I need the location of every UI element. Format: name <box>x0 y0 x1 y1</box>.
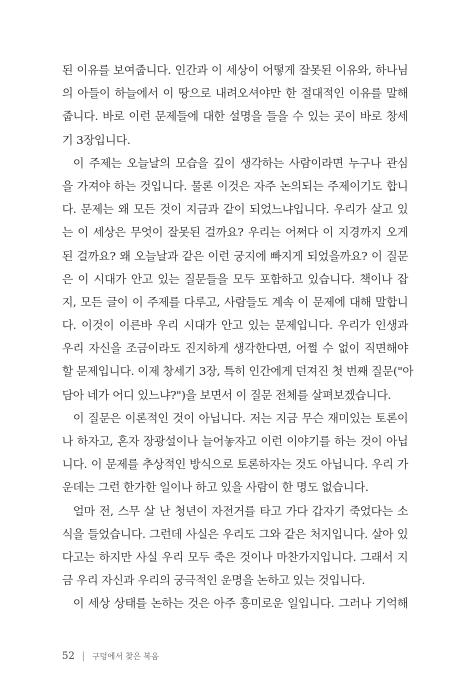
text-line: 나 하자고, 혼자 장광설이나 늘어놓자고 이런 이야기를 하는 것이 아닙 <box>62 434 408 448</box>
text-line: 이 질문은 이론적인 것이 아닙니다. 저는 지금 무슨 재미있는 토론이 <box>73 410 408 425</box>
text-line: 다고는 하지만 사실 우리 모두 죽은 것이나 마찬가지입니다. 그래서 지 <box>62 549 408 564</box>
text-line: 기 3장입니다. <box>62 132 131 147</box>
text-line: 된 걸까요? 왜 오늘날과 같은 이런 궁지에 빠지게 되었을까요? 이 질문 <box>62 248 408 263</box>
text-line: 니다. 이 문제를 추상적인 방식으로 토론하자는 것도 아닙니다. 우리 가 <box>62 457 408 472</box>
text-line: 할 문제입니다. 이제 창세기 3장, 특히 인간에게 던져진 첫 번째 질문("아 <box>62 364 414 379</box>
page-footer <box>62 651 159 662</box>
text-line: 담아 네가 어디 있느냐?")을 보면서 이 질문 전체를 살펴보겠습니다. <box>62 387 392 402</box>
text-line: 식을 들었습니다. 그런데 사실은 우리도 그와 같은 처지입니다. 살아 있 <box>62 526 408 541</box>
text-line: 운데는 그런 한가한 일이나 하고 있을 사람이 한 명도 없습니다. <box>62 480 369 495</box>
text-line: 얼마 전, 스무 살 난 청년이 자전거를 타고 가다 갑자기 죽었다는 소 <box>73 503 408 518</box>
text-line: 우리 자신을 조금이라도 진지하게 생각한다면, 어쩔 수 없이 직면해야 <box>62 341 408 356</box>
text-line: 된 이유를 보여줍니다. 인간과 이 세상이 어떻게 잘못된 이유와, 하나님 <box>62 63 408 77</box>
text-line: 이 세상 상태를 논하는 것은 아주 흥미로운 일입니다. 그러나 기억해 <box>73 596 408 611</box>
text-line: 금 우리 자신과 우리의 궁극적인 운명을 논하고 있는 것입니다. <box>62 573 365 588</box>
text-line: 이 주제는 오늘날의 모습을 깊이 생각하는 사람이라면 누구나 관심 <box>73 155 408 170</box>
text-line: 의 아들이 하늘에서 이 땅으로 내려오셔야만 한 절대적인 이유를 말해 <box>62 86 408 101</box>
footer-separator: | <box>81 651 85 662</box>
text-line: 을 가져야 하는 것입니다. 물론 이것은 자주 논의되는 주제이기도 합니 <box>62 178 408 193</box>
text-line: 다. 이것이 이른바 우리 시대가 안고 있는 문제입니다. 우리가 인생과 <box>62 318 408 333</box>
text-line: 는 이 세상은 무엇이 잘못된 걸까요? 우리는 어쩌다 이 지경까지 오게 <box>62 225 408 240</box>
running-book-title: 구덩에서 찾은 복음 <box>91 652 159 661</box>
text-line: 줍니다. 바로 이런 문제들에 대한 설명을 들을 수 있는 곳이 바로 창세 <box>62 109 408 124</box>
body-text <box>62 59 414 616</box>
text-line: 다. 문제는 왜 모든 것이 지금과 같이 되었느냐입니다. 우리가 살고 있 <box>62 202 408 217</box>
page-number: 52 <box>62 651 75 662</box>
text-line: 은 이 시대가 안고 있는 질문들을 모두 포함하고 있습니다. 책이나 잡 <box>62 271 408 286</box>
text-line: 지, 모든 글이 이 주제를 다루고, 사람들도 계속 이 문제에 대해 말합니 <box>62 294 408 309</box>
